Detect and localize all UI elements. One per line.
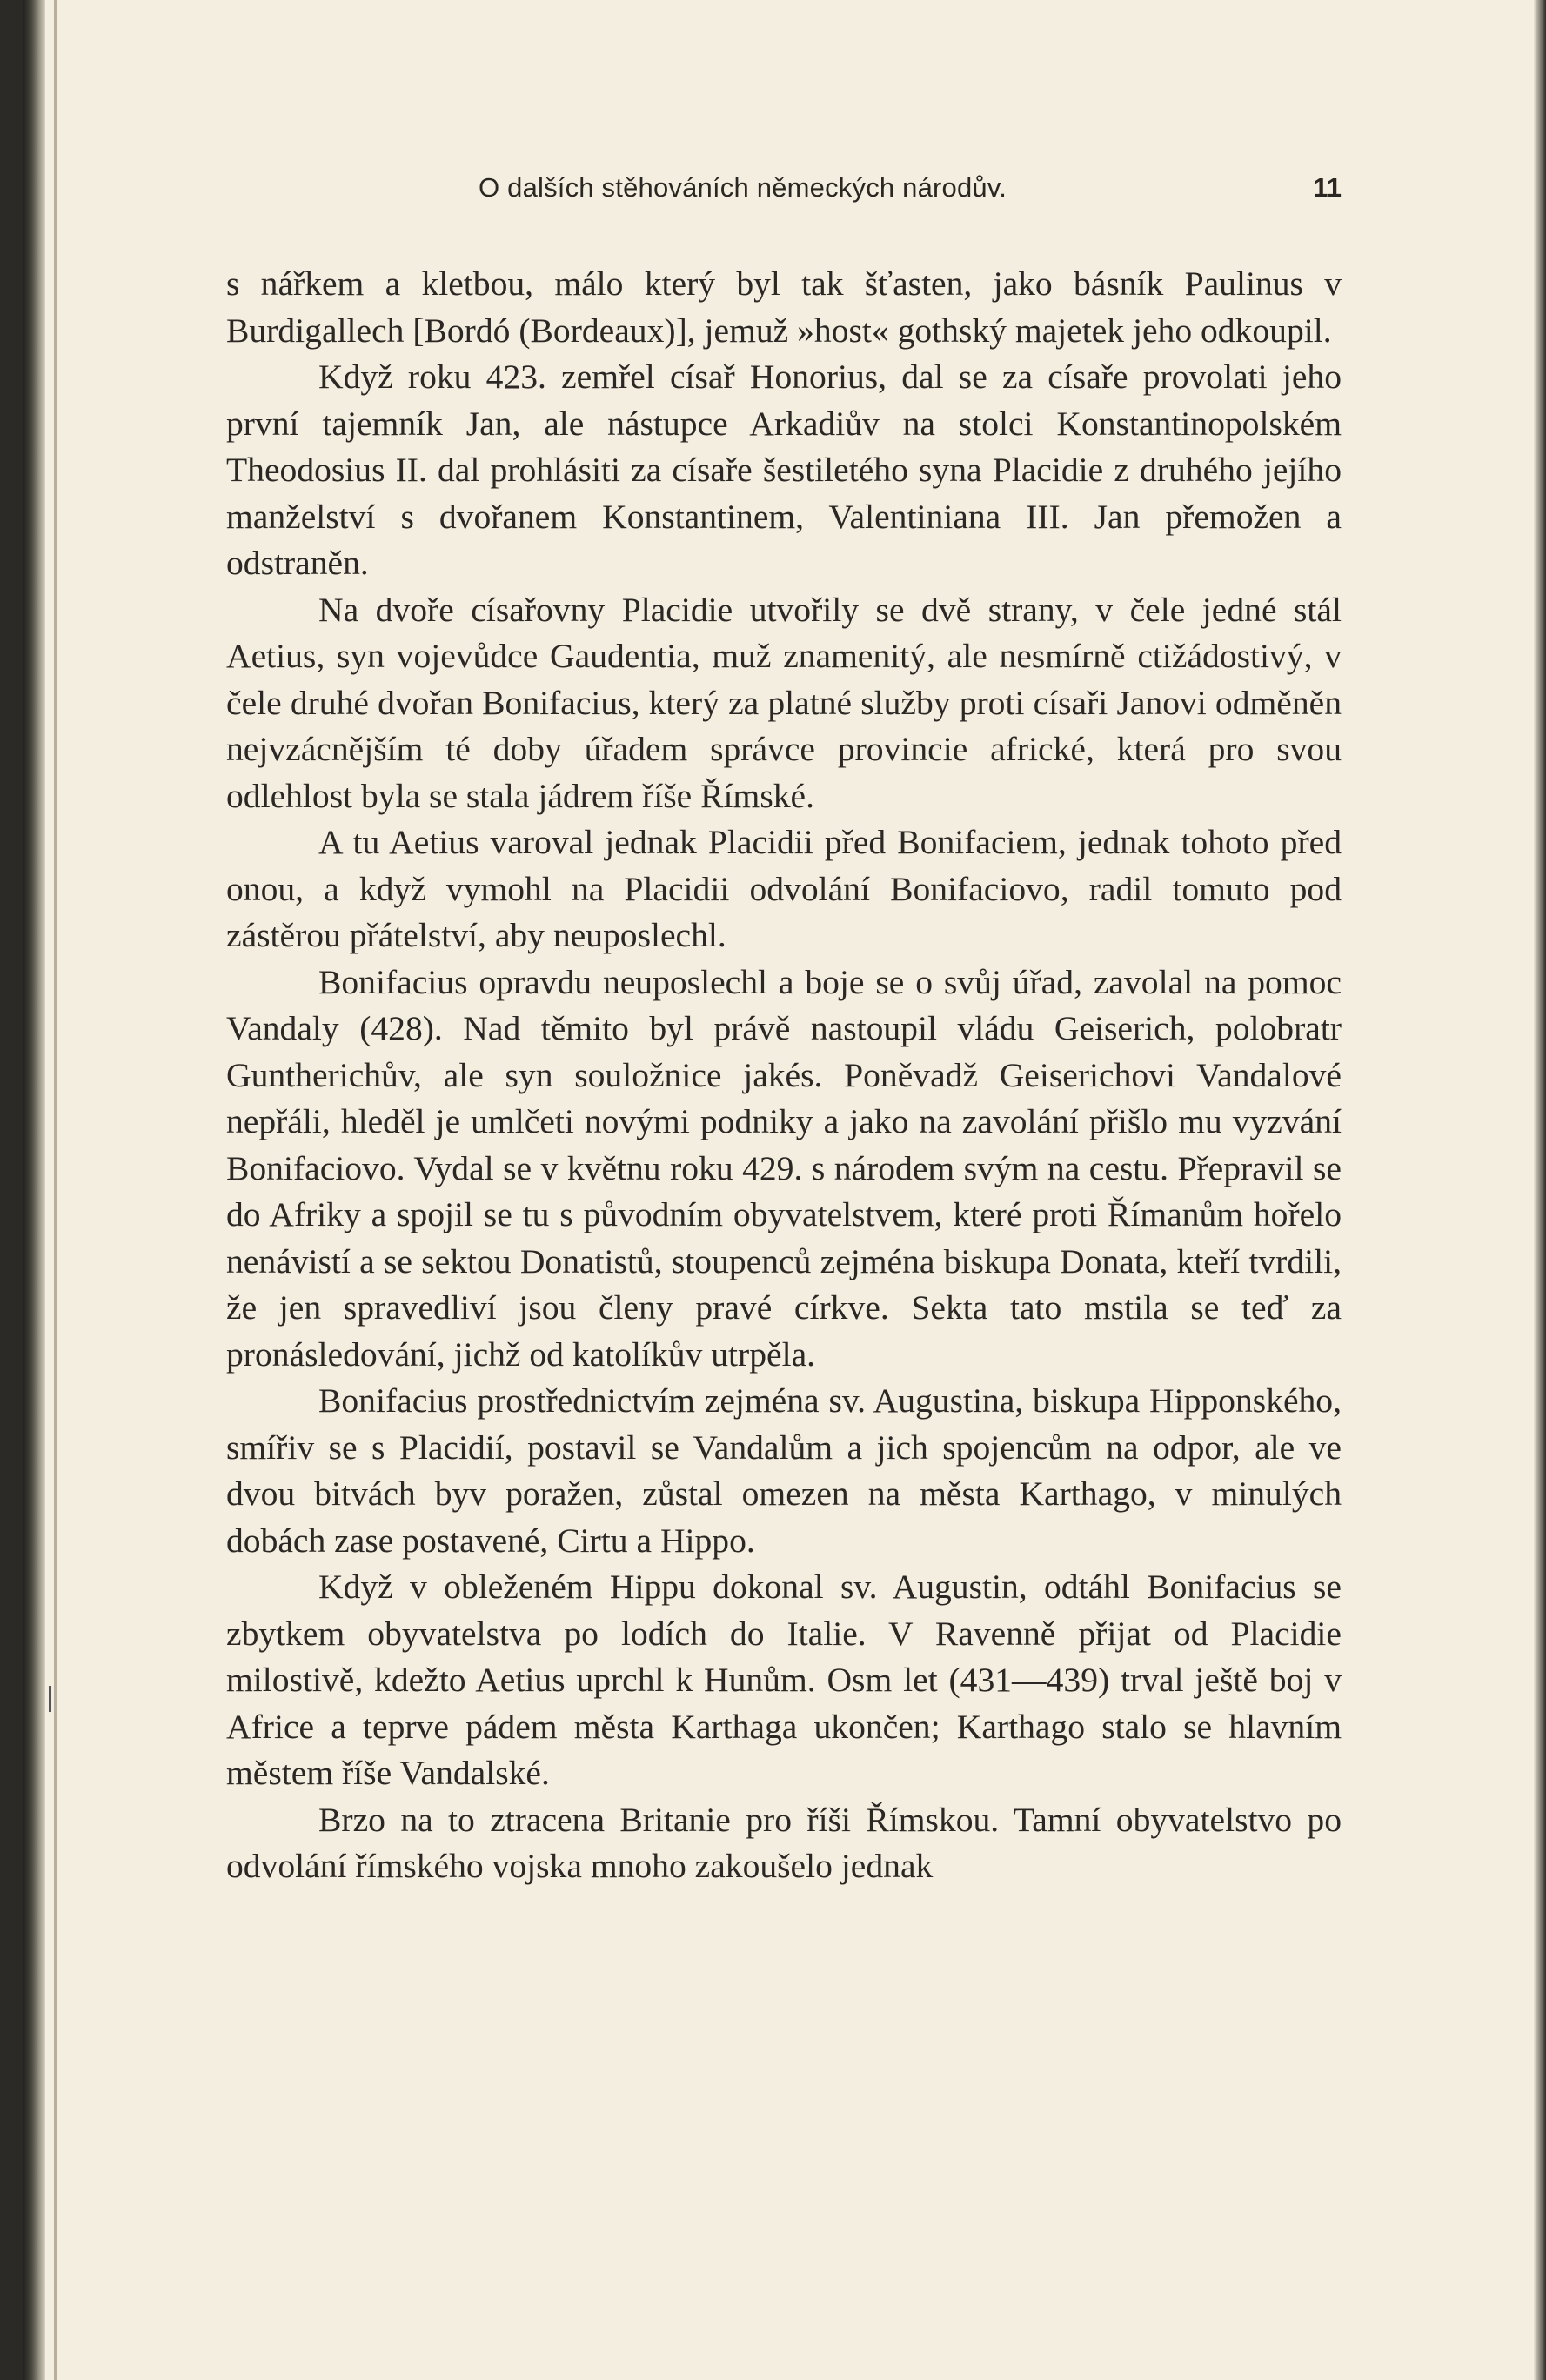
page-binding-edge — [23, 0, 45, 2380]
paragraph-continued: s nářkem a kletbou, málo který byl tak šťasten, jako básník Paulinus v Burdigallech [Bordó (Bordeaux)], jemuž »host« gothský majetek jeho odkoupil. — [226, 264, 1342, 350]
paragraph: A tu Aetius varoval jednak Placidii před Bonifaciem, jednak tohoto před onou, a když vymohl na Placidii odvolání Bonifaciovo, radil tomuto pod zástěrou přátelství, aby neuposlechl. — [226, 823, 1342, 954]
body-text — [226, 261, 1342, 1890]
paragraph: Na dvoře císařovny Placidie utvořily se dvě strany, v čele jedné stál Aetius, syn vojevůdce Gaudentia, muž znamenitý, ale nesmírně ctižádostivý, v čele druhé dvořan Bonifacius, který za platné služby proti císaři Janovi odměněn nejvzácnějším té doby úřadem správce provincie africké, která pro svou odlehlost byla se stala jádrem říše Římské. — [226, 590, 1342, 815]
page-right-edge — [1534, 0, 1546, 2380]
paragraph: Bonifacius opravdu neuposlechl a boje se o svůj úřad, zavolal na pomoc Vandaly (428). Nad těmito byl právě nastoupil vládu Geiserich, polobratr Guntherichův, ale syn souložnice jakés. Poněvadž Geiserichovi Vandalové nepřáli, hleděl je umlčeti novými podniky a jako na zavolání přišlo mu vyzvání Bonifaciovo. Vydal se v květnu roku 429. s národem svým na cestu. Přepravil se do Afriky a spojil se tu s původním obyvatelstvem, které proti Římanům hořelo nenávistí a se sektou Donatistů, stoupenců zejména biskupa Donata, kteří tvrdili, že jen spravedliví jsou členy pravé církve. Sekta tato mstila se teď za pronásledování, jichž od katolíkův utrpěla. — [226, 962, 1342, 1374]
gutter-line — [54, 0, 57, 2380]
paragraph: Když roku 423. zemřel císař Honorius, dal se za císaře provolati jeho první tajemník Jan, ale nástupce Arkadiův na stolci Konstantinopolském Theodosius II. dal prohlásiti za císaře šestiletého syna Placidie z druhého jejího manželství s dvořanem Konstantinem, Valentiniana III. Jan přemožen a odstraněn. — [226, 358, 1342, 582]
book-page — [23, 0, 1546, 2380]
paragraph: Bonifacius prostřednictvím zejména sv. Augustina, biskupa Hipponského, smířiv se s Placidií, postavil se Vandalům a jich spojencům na odpor, ale ve dvou bitvách byv poražen, zůstal omezen na města Karthago, v minulých dobách zase postavené, Cirtu a Hippo. — [226, 1381, 1342, 1560]
paragraph: Brzo na to ztracena Britanie pro říši Římskou. Tamní obyvatelstvo po odvolání římského vojska mnoho zakoušelo jednak — [226, 1800, 1342, 1885]
paragraph: Když v obleženém Hippu dokonal sv. Augustin, odtáhl Bonifacius se zbytkem obyvatelstva po lodích do Italie. V Ravenně přijat od Placidie milostivě, kdežto Aetius uprchl k Hunům. Osm let (431—439) trval ještě boj v Africe a teprve pádem města Karthaga ukončen; Karthago stalo se hlavním městem říše Vandalské. — [226, 1568, 1342, 1792]
running-title: O dalších stěhováních německých národův. — [479, 172, 1007, 203]
page-number: 11 — [1313, 172, 1342, 203]
page-header — [226, 172, 1342, 216]
margin-mark — [49, 1686, 51, 1712]
